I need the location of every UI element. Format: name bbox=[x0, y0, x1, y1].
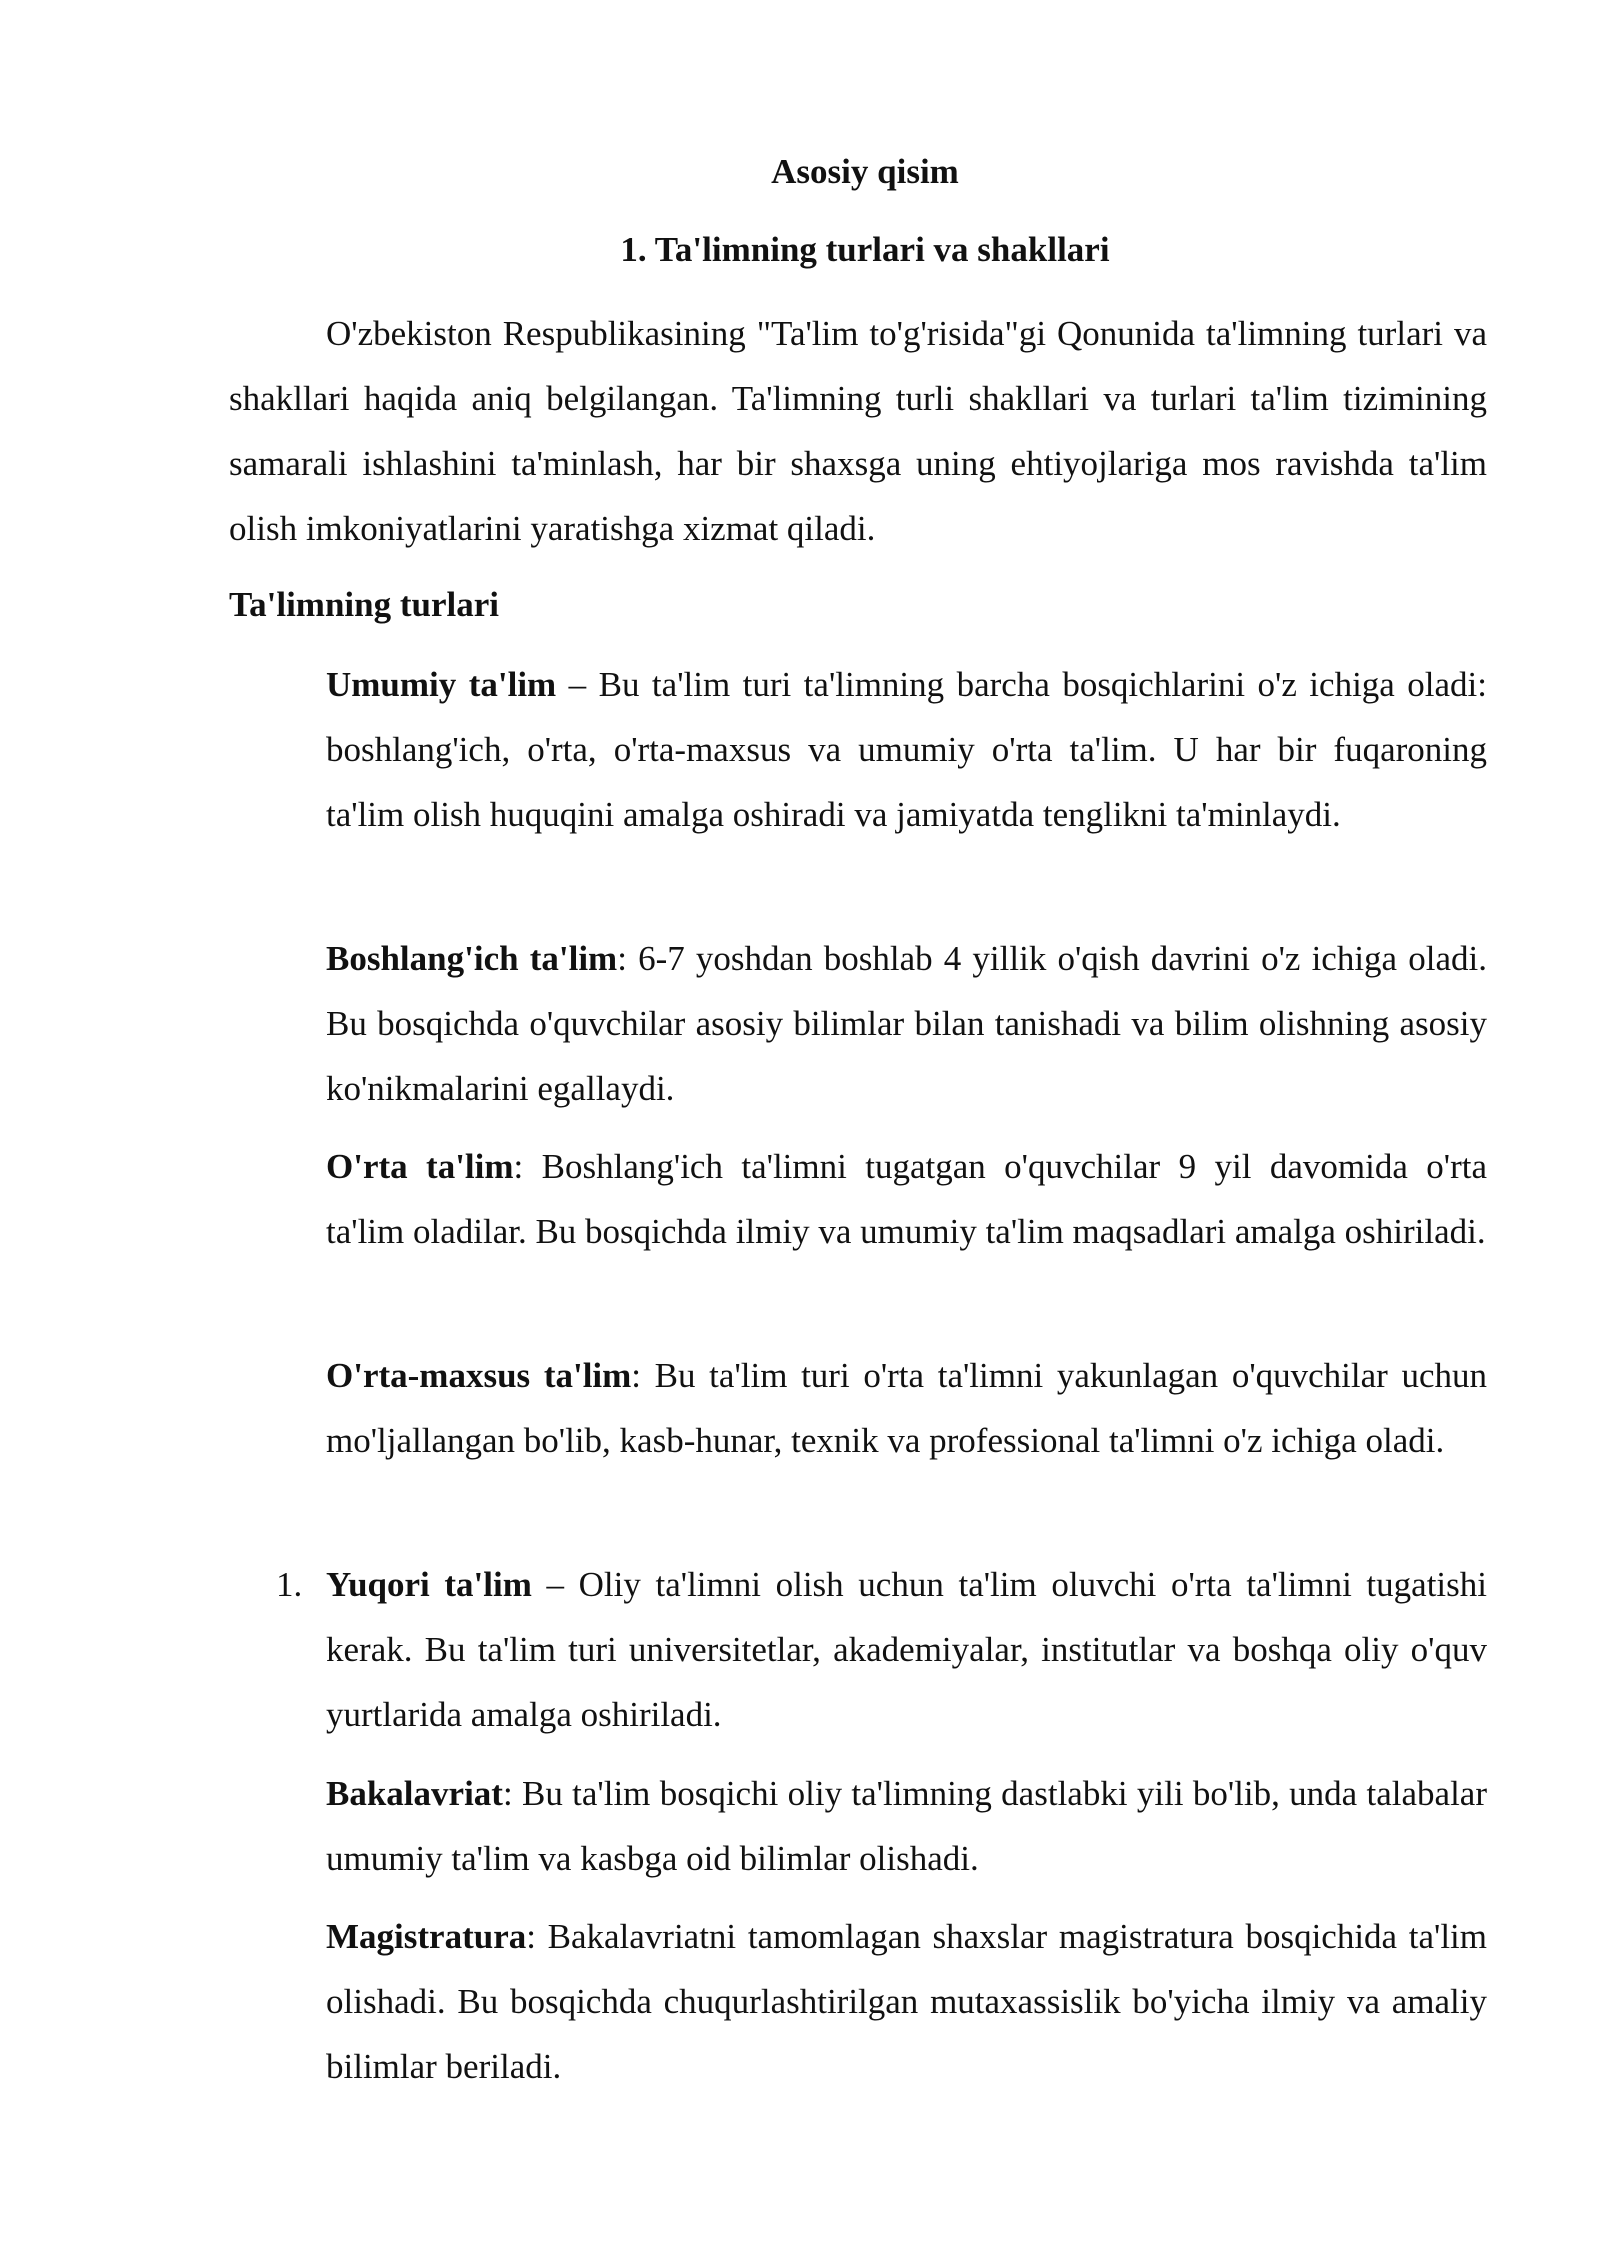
page-title: Asosiy qisim bbox=[771, 152, 959, 191]
item-term: O'rta-maxsus ta'lim bbox=[326, 1356, 632, 1395]
item-text: : Bakalavriatni tamomlagan shaxslar magistratura bosqichida ta'lim olishadi. Bu bosqichda chuqurlashtirilgan mutaxassislik bo'yicha ilmiy va amaliy bilimlar beriladi. bbox=[326, 1917, 1487, 2086]
list-item-bakalavriat bbox=[326, 1761, 1487, 1891]
intro-paragraph: O'zbekiston Respublikasining "Ta'lim to'g'risida"gi Qonunida ta'limning turlari va shakllari haqida aniq belgilangan. Ta'limning turli shakllari va turlari ta'lim tizimining samarali ishlashini ta'minlash, har bir shaxsga uning ehtiyojlariga mos ravishda ta'lim olish imkoniyatlarini yaratishga xizmat qiladi. bbox=[229, 314, 1487, 548]
list-item-orta bbox=[326, 1134, 1487, 1264]
list-number: 1. bbox=[276, 1565, 303, 1604]
section-title: 1. Ta'limning turlari va shakllari bbox=[620, 230, 1110, 269]
item-term: Umumiy ta'lim bbox=[326, 665, 557, 704]
item-term: Bakalavriat bbox=[326, 1774, 503, 1813]
item-text: – Oliy ta'limni olish uchun ta'lim oluvchi o'rta ta'limni tugatishi kerak. Bu ta'lim turi universitetlar, akademiyalar, institutlar va boshqa oliy o'quv yurtlarida amalga oshiriladi. bbox=[326, 1565, 1487, 1734]
item-term: Boshlang'ich ta'lim bbox=[326, 939, 618, 978]
item-term: O'rta ta'lim bbox=[326, 1147, 514, 1186]
item-term: Magistratura bbox=[326, 1917, 527, 1956]
list-item-yuqori bbox=[326, 1552, 1487, 1747]
list-item-orta-maxsus bbox=[326, 1343, 1487, 1473]
item-text: : Boshlang'ich ta'limni tugatgan o'quvchilar 9 yil davomida o'rta ta'lim oladilar. Bu bosqichda ilmiy va umumiy ta'lim maqsadlari amalga oshiriladi. bbox=[326, 1147, 1487, 1251]
item-text: : Bu ta'lim bosqichi oliy ta'limning dastlabki yili bo'lib, unda talabalar umumiy ta'lim va kasbga oid bilimlar olishadi. bbox=[326, 1774, 1487, 1878]
subheading: Ta'limning turlari bbox=[229, 585, 500, 624]
item-text: : Bu ta'lim turi o'rta ta'limni yakunlagan o'quvchilar uchun mo'ljallangan bo'lib, kasb-hunar, texnik va professional ta'limni o'z ichiga oladi. bbox=[326, 1356, 1487, 1460]
list-item-boshlangich bbox=[326, 926, 1487, 1121]
list-item-magistratura bbox=[326, 1904, 1487, 2099]
item-term: Yuqori ta'lim bbox=[326, 1565, 532, 1604]
item-text: – Bu ta'lim turi ta'limning barcha bosqichlarini o'z ichiga oladi: boshlang'ich, o'rta, o'rta-maxsus va umumiy o'rta ta'lim. U har bir fuqaroning ta'lim olish huquqini amalga oshiradi va jamiyatda tenglikni ta'minlaydi. bbox=[326, 665, 1487, 834]
list-item-umumiy bbox=[326, 652, 1487, 847]
item-text: : 6-7 yoshdan boshlab 4 yillik o'qish davrini o'z ichiga oladi. Bu bosqichda o'quvchilar asosiy bilimlar bilan tanishadi va bilim olishning asosiy ko'nikmalarini egallaydi. bbox=[326, 939, 1487, 1108]
